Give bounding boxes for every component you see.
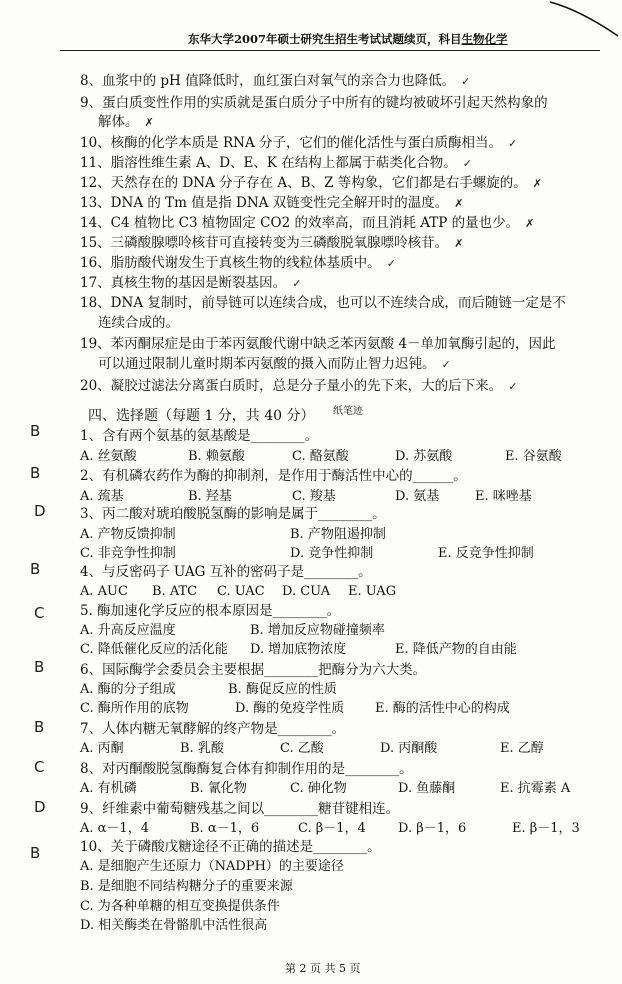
tf-item-9-cont: 解体。 ✗ [98, 114, 154, 130]
option: D. CUA [282, 584, 331, 599]
answer-mark: B [30, 844, 41, 862]
option: C. 乙酸 [280, 741, 324, 756]
option: B. 氰化物 [190, 781, 247, 796]
option: A. 丙酮 [80, 741, 124, 756]
header-rule [60, 50, 600, 51]
option: A. 酶的分子组成 [80, 682, 176, 697]
tf-item-18-cont: 连续合成的。 [98, 315, 179, 331]
option: C. β－1，4 [298, 821, 366, 836]
section-title: 四、选择题（每题 1 分，共 40 分） $^{纸笔迹}$ [88, 406, 363, 424]
mc-question-1: 1、含有两个氨基的氨基酸是________。 [80, 428, 319, 444]
option: E. 酶的活性中心的构成 [375, 701, 510, 716]
mc-question-9: 9、纤维素中葡萄糖残基之间以________糖苷键相连。 [80, 801, 400, 817]
tf-mark: ✓ [441, 358, 451, 371]
option: A. 有机磷 [80, 781, 137, 796]
option: A. 巯基 [80, 489, 124, 504]
mc-question-5: 5. 酶加速化学反应的根本原因是________。 [80, 603, 341, 619]
option: B. 增加反应物碰撞频率 [250, 623, 385, 638]
option: B. ATC [152, 584, 198, 599]
tf-item-16: 16、脂肪酸代谢发生于真核生物的线粒体基质中。 ✓ [80, 255, 396, 271]
mc-question-3: 3、丙二酸对琥珀酸脱氢酶的影响是属于________。 [80, 506, 386, 522]
answer-mark: C [34, 604, 45, 622]
option: B. 赖氨酸 [188, 449, 245, 464]
option: D. 苏氨酸 [395, 449, 453, 464]
option: D. β－1，6 [398, 821, 467, 836]
page-footer: 第 2 页 共 5 页 [285, 962, 361, 975]
mc-question-6: 6、国际酶学会委员会主要根据________把酶分为六大类。 [80, 662, 427, 678]
option: D. 相关酶类在骨骼肌中活性很高 [80, 918, 268, 933]
option: D. 鱼藤酮 [398, 781, 456, 796]
tf-mark: ✗ [532, 177, 542, 190]
option: A. α－1，4 [80, 821, 149, 836]
option: D. 氨基 [395, 489, 440, 504]
tf-mark: ✓ [508, 380, 518, 393]
option: D. 增加底物浓度 [250, 642, 347, 657]
option: D. 竞争性抑制 [290, 546, 374, 561]
option: B. 产物阻遏抑制 [290, 527, 386, 542]
tf-item-13: 13、DNA 的 Tm 值是指 DNA 双链变性完全解开时的温度。 ✗ [80, 195, 464, 211]
option: E. 抗霉素 A [500, 781, 571, 796]
page-header [188, 31, 588, 47]
mc-question-10: 10、关于磷酸戊糖途径不正确的描述是________。 [80, 839, 381, 855]
option: C. UAC [217, 584, 265, 599]
section-note: 纸笔迹 [332, 406, 363, 417]
answer-mark: B [30, 422, 41, 440]
option: B. 酶促反应的性质 [228, 682, 337, 697]
tf-mark: ✓ [461, 75, 471, 88]
mc-question-7: 7、人体内糖无氧酵解的终产物是________。 [80, 721, 346, 737]
option: C. 降低催化反应的活化能 [80, 642, 228, 657]
tf-mark: ✗ [525, 217, 535, 230]
tf-mark: ✗ [144, 116, 154, 129]
answer-mark: D [34, 502, 46, 520]
option: E. 反竞争性抑制 [438, 546, 534, 561]
option: E. 乙醇 [500, 741, 544, 756]
header-title: 东华大学2007年硕士研究生招生考试试题续页，科目 [188, 32, 462, 46]
tf-mark: ✓ [386, 257, 396, 270]
answer-mark: B [30, 560, 41, 578]
option: C. 酪氨酸 [292, 449, 349, 464]
option: A. 是细胞产生还原力（NADPH）的主要途径 [80, 859, 344, 874]
option: C. 为各种单糖的相互变换提供条件 [80, 899, 280, 914]
option: A. 产物反馈抑制 [80, 527, 176, 542]
tf-mark: ✓ [462, 157, 472, 170]
option: A. 丝氨酸 [80, 449, 137, 464]
tf-mark: ✓ [508, 137, 518, 150]
tf-item-9: 9、蛋白质变性作用的实质就是蛋白质分子中所有的键均被破坏引起天然构象的 [80, 95, 548, 111]
tf-item-18: 18、DNA 复制时，前导链可以连续合成，也可以不连续合成，而后随链一定是不 [80, 295, 566, 311]
mc-question-2: 2、有机磷农药作为酶的抑制剂，是作用于酶活性中心的______。 [80, 468, 467, 484]
option: B. 乳酸 [180, 741, 224, 756]
answer-mark: B [30, 464, 41, 482]
tf-item-11: 11、脂溶性维生素 A、D、E、K 在结构上都属于萜类化合物。 ✓ [80, 155, 472, 171]
option: B. 羟基 [188, 489, 232, 504]
tf-item-8: 8、血浆中的 pH 值降低时，血红蛋白对氧气的亲合力也降低。 ✓ [80, 73, 471, 89]
tf-item-19: 19、苯丙酮尿症是由于苯丙氨酸代谢中缺乏苯丙氨酸 4－单加氧酶引起的，因此 [80, 336, 556, 352]
option: A. AUC [80, 584, 128, 599]
option: C. 砷化物 [290, 781, 347, 796]
tf-item-12: 12、天然存在的 DNA 分子存在 A、B、Z 等构象，它们都是右手螺旋的。 ✗ [80, 175, 542, 191]
tf-mark: ✗ [454, 197, 464, 210]
mc-question-8: 8、对丙酮酸脱氢酶酶复合体有抑制作用的是________。 [80, 761, 413, 777]
option: E. β－1，3 [512, 821, 580, 836]
header-subject: 生物化学 [461, 32, 508, 46]
option: C. 酶所作用的底物 [80, 701, 189, 716]
option: D. 酶的免疫学性质 [235, 701, 345, 716]
option: D. 丙酮酸 [380, 741, 438, 756]
option: E. 咪唑基 [475, 489, 532, 504]
option: E. 降低产物的自由能 [395, 642, 517, 657]
option: E. 谷氨酸 [505, 449, 562, 464]
answer-mark: B [34, 658, 45, 676]
option: E. UAG [348, 584, 397, 599]
tf-item-19-cont: 可以通过限制儿童时期苯丙氨酸的摄入而防止智力迟钝。 ✓ [98, 356, 451, 372]
tf-item-17: 17、真核生物的基因是断裂基因。 ✓ [80, 275, 302, 291]
mc-question-4: 4、与反密码子 UAG 互补的密码子是________。 [80, 564, 372, 580]
option: A. 升高反应温度 [80, 623, 176, 638]
option: C. 非竞争性抑制 [80, 546, 176, 561]
tf-mark: ✓ [292, 277, 302, 290]
answer-mark: D [34, 798, 46, 816]
tf-item-10: 10、核酶的化学本质是 RNA 分子，它们的催化活性与蛋白质酶相当。 ✓ [80, 135, 518, 151]
option: C. 羧基 [292, 489, 336, 504]
tf-item-14: 14、C4 植物比 C3 植物固定 CO2 的效率高，而且消耗 ATP 的量也少。 ✗ [80, 215, 535, 231]
option: B. 是细胞不同结构糖分子的重要来源 [80, 879, 293, 894]
answer-mark: B [34, 718, 45, 736]
tf-item-20: 20、凝胶过滤法分离蛋白质时，总是分子量小的先下来，大的后下来。 ✓ [80, 378, 518, 394]
answer-mark: C [34, 758, 45, 776]
option: B. α－1，6 [190, 821, 260, 836]
tf-item-15: 15、三磷酸腺嘌呤核苷可直接转变为三磷酸脱氧腺嘌呤核苷。 ✗ [80, 235, 464, 251]
tf-mark: ✗ [454, 237, 464, 250]
